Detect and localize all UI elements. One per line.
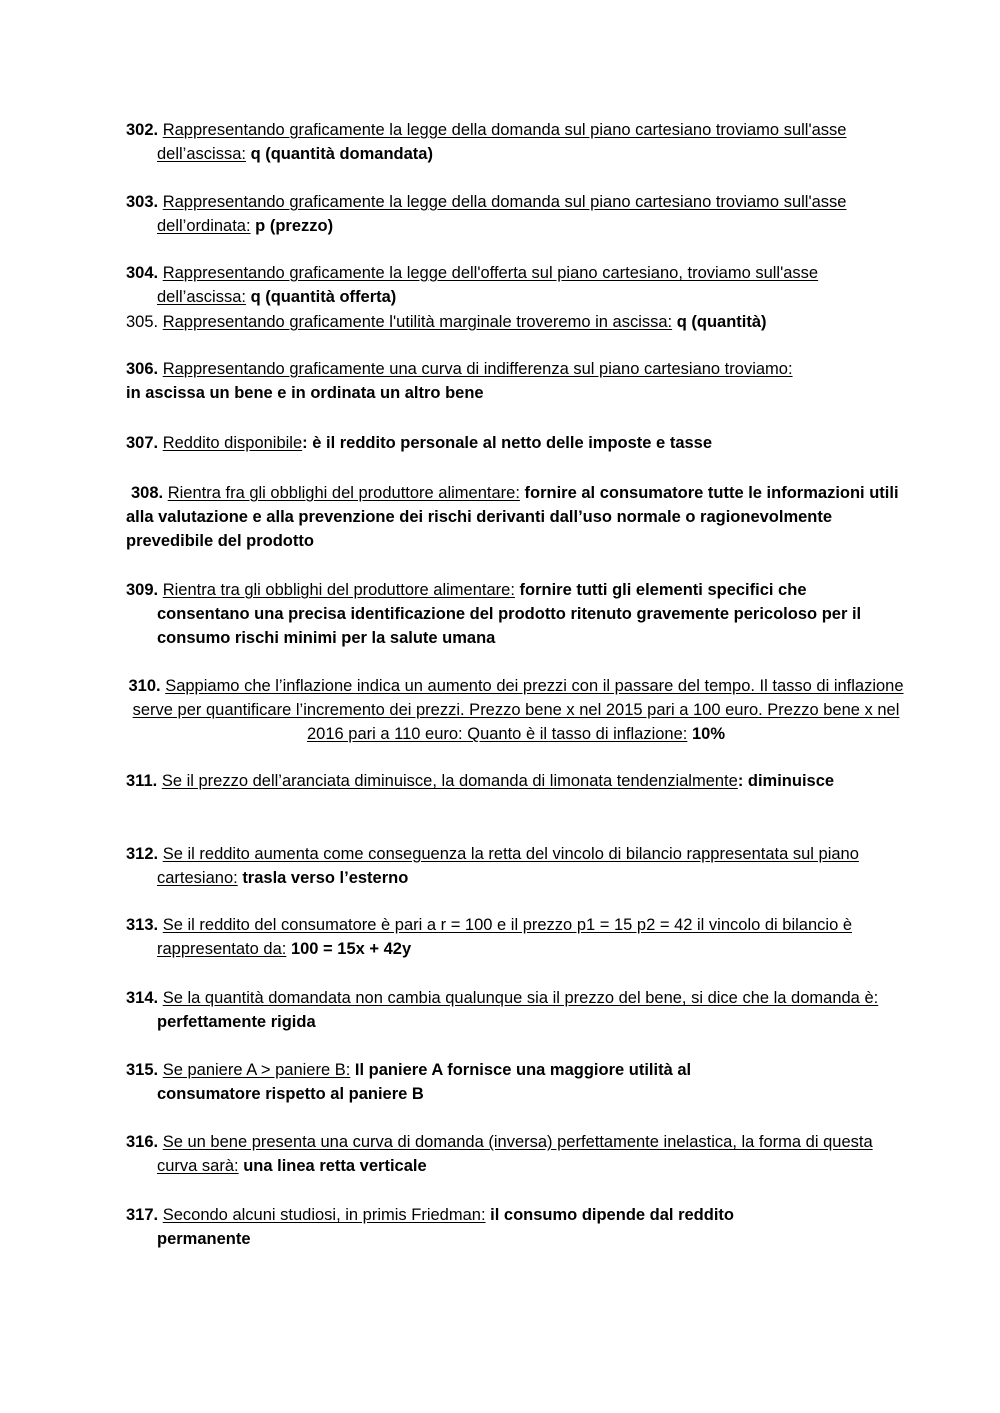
question-number: 303. [126, 193, 159, 211]
question-text: Se un bene presenta una curva di domanda (inversa) perfettamente inelastica, la forma di questa curva sarà: [157, 1133, 873, 1175]
question-312 [126, 842, 906, 890]
question-number: 316. [126, 1133, 159, 1151]
question-311 [126, 769, 906, 793]
question-314 [126, 986, 906, 1034]
answer-text: trasla verso l’esterno [242, 869, 409, 887]
question-number: 306. [126, 360, 159, 378]
question-number: 307. [126, 434, 159, 452]
question-text: Rientra tra gli obblighi del produttore alimentare: [162, 581, 515, 599]
question-text: Rappresentando graficamente la legge della domanda sul piano cartesiano troviamo sull'asse dell’ascissa: [157, 121, 847, 163]
answer-text: Il paniere A fornisce una maggiore utilità al consumatore rispetto al paniere B [157, 1061, 692, 1103]
question-313 [126, 913, 906, 961]
question-306 [126, 357, 906, 405]
question-315 [126, 1058, 757, 1106]
question-text: Se paniere A > paniere B: [162, 1061, 351, 1079]
question-number: 315. [126, 1061, 159, 1079]
question-text: Rientra fra gli obblighi del produttore alimentare: [167, 484, 520, 502]
question-text: Se il prezzo dell’aranciata diminuisce, la domanda di limonata tendenzialmente [161, 772, 738, 790]
answer-text: perfettamente rigida [157, 1013, 316, 1031]
question-number: 308. [131, 484, 164, 502]
question-text: Rappresentando graficamente la legge dell'offerta sul piano cartesiano, troviamo sull'asse dell’ascissa: [157, 264, 819, 306]
question-text: Rappresentando graficamente la legge della domanda sul piano cartesiano troviamo sull'asse dell’ordinata: [157, 193, 847, 235]
question-316 [126, 1130, 906, 1178]
question-317 [126, 1203, 827, 1251]
answer-text: fornire al consumatore tutte le informazioni utili alla valutazione e alla prevenzione dei rischi derivanti dall’uso normale o ragionevolmente prevedibile del prodotto [126, 484, 899, 550]
question-text: Sappiamo che l’inflazione indica un aumento dei prezzi con il passare del tempo. Il tasso di inflazione serve per quantificare l’incremento dei prezzi. Prezzo bene x nel 2015 pari a 100 euro. Prezzo bene x nel 2016 pari a 110 euro: Quanto è il tasso di inflazione: [132, 677, 904, 743]
question-number: 310. [128, 677, 161, 695]
answer-text: il consumo dipende dal reddito permanente [157, 1206, 734, 1248]
question-text: Rappresentando graficamente l'utilità marginale troveremo in ascissa: [162, 313, 673, 331]
answer-text: 100 = 15x + 42y [290, 940, 412, 958]
question-number: 317. [126, 1206, 159, 1224]
answer-text: p (prezzo) [255, 217, 334, 235]
question-302 [126, 118, 906, 166]
question-text: Se il reddito aumenta come conseguenza la retta del vincolo di bilancio rappresentata sul piano cartesiano: [157, 845, 859, 887]
question-number: 302. [126, 121, 159, 139]
question-text: Reddito disponibile [162, 434, 303, 452]
answer-text: q (quantità) [676, 313, 767, 331]
question-number: 309. [126, 581, 159, 599]
question-number: 312. [126, 845, 159, 863]
answer-text: una linea retta verticale [243, 1157, 427, 1175]
answer-text: in ascissa un bene e in ordinata un altro bene [126, 384, 484, 402]
question-number: 305. [126, 313, 159, 331]
question-text: Secondo alcuni studiosi, in primis Friedman: [162, 1206, 486, 1224]
question-number: 311. [126, 772, 158, 790]
answer-text: fornire tutti gli elementi specifici che consentano una precisa identificazione del prodotto ritenuto gravemente pericoloso per il consumo rischi minimi per la salute umana [157, 581, 862, 647]
answer-text: : è il reddito personale al netto delle imposte e tasse [302, 434, 713, 452]
question-305 [126, 310, 906, 334]
question-308 [126, 481, 906, 553]
question-text: Se la quantità domandata non cambia qualunque sia il prezzo del bene, si dice che la domanda è: [162, 989, 879, 1007]
question-307 [126, 431, 906, 455]
question-text: Se il reddito del consumatore è pari a r = 100 e il prezzo p1 = 15 p2 = 42 il vincolo di bilancio è rappresentato da: [157, 916, 853, 958]
question-number: 313. [126, 916, 159, 934]
question-309 [126, 578, 902, 650]
answer-text: : diminuisce [737, 772, 835, 790]
question-text: Rappresentando graficamente una curva di indifferenza sul piano cartesiano troviamo: [162, 360, 793, 378]
question-303 [126, 190, 906, 238]
question-number: 304. [126, 264, 159, 282]
answer-text: q (quantità domandata) [250, 145, 433, 163]
question-number: 314. [126, 989, 159, 1007]
question-304 [126, 261, 906, 309]
answer-text: q (quantità offerta) [250, 288, 397, 306]
answer-text: 10% [691, 725, 725, 743]
question-310 [128, 674, 904, 746]
